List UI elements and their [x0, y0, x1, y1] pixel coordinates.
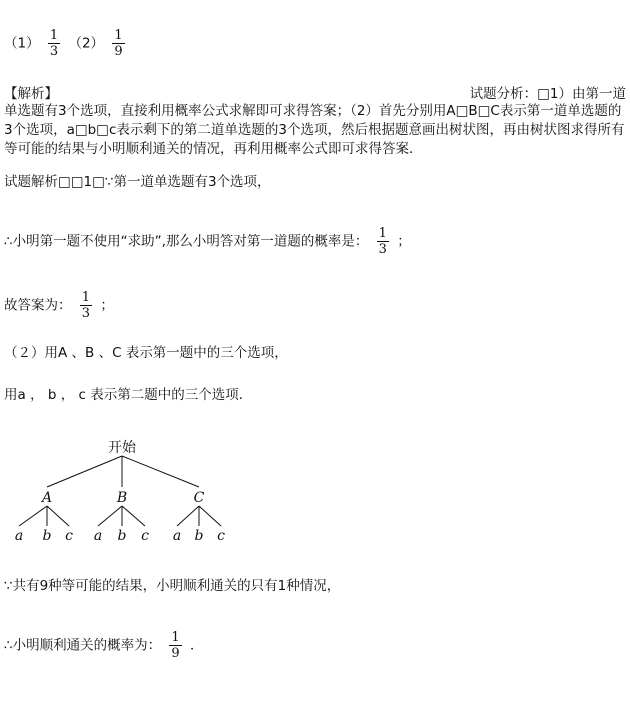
tree-leaf-c: c	[65, 528, 73, 544]
solution-line-3-end: ；	[100, 297, 114, 314]
solution-line-2-text: ∴小明第一题不使用“求助”,那么小明答对第一道题的概率是：	[4, 233, 369, 250]
solution-line-3-text: 故答案为：	[4, 297, 72, 314]
solution-line-2-end: ；	[397, 233, 411, 250]
solution-line-1: 试题解析□□1□∵第一道单选题有3个选项，	[4, 174, 271, 190]
tree-leaf-b: b	[194, 528, 204, 544]
tree-leaf-a: a	[14, 528, 24, 544]
solution-line-3-fraction	[80, 290, 92, 321]
fraction-numerator: 1	[171, 630, 180, 645]
solution-line-7-text: ∴小明顺利通关的概率为：	[4, 637, 162, 654]
fraction-denominator: 3	[81, 306, 91, 321]
analysis-heading: 【解析】	[4, 86, 58, 102]
solution-line-5: 用a ， b ， c 表示第二题中的三个选项．	[4, 387, 253, 403]
solution-line-3	[4, 290, 114, 321]
solution-line-4: （２）用A 、B 、C 表示第一题中的三个选项，	[4, 345, 288, 361]
fraction-denominator: 3	[49, 44, 59, 59]
fraction-denominator: 3	[378, 242, 387, 257]
tree-leaf-a: a	[93, 528, 103, 544]
fraction-denominator: 9	[171, 646, 180, 661]
fraction-numerator: 1	[114, 28, 123, 43]
tree-leaf-c: c	[217, 528, 225, 544]
fraction-numerator: 1	[49, 28, 59, 43]
fraction-denominator: 9	[114, 44, 123, 59]
solution-line-7-fraction	[169, 630, 181, 661]
tree-node-C: C	[193, 490, 205, 506]
answer-line	[4, 28, 129, 59]
fraction-numerator: 1	[378, 226, 387, 241]
tree-diagram	[0, 432, 630, 552]
answer-part2-fraction	[112, 28, 124, 59]
tree-leaf-b: b	[117, 528, 127, 544]
tree-node-B: B	[116, 490, 128, 506]
tree-leaf-b: b	[42, 528, 52, 544]
solution-line-2	[4, 226, 411, 257]
answer-part1-fraction	[48, 28, 60, 59]
solution-line-6: ∵共有9种等可能的结果，小明顺利通关的只有1种情况，	[4, 578, 341, 594]
tree-node-A: A	[41, 490, 53, 506]
analysis-intro: 试题分析：□1）由第一道	[469, 86, 626, 102]
analysis-body: 单选题有3个选项，直接利用概率公式求解即可求得答案；（2）首先分别用A□B□C表示第一道单选题的3个选项，a□b□c表示剩下的第二道单选题的3个选项，然后根据题意画出树状图，再由树状图求得所有等可能的结果与小明顺利通关的情况，再利用概率公式即可求得答案．	[4, 103, 625, 157]
solution-line-7	[4, 630, 203, 661]
tree-root: 开始	[108, 440, 136, 456]
answer-part2-label: （2）	[68, 35, 105, 52]
answer-part1-label: （1）	[4, 35, 40, 52]
tree-leaf-c: c	[141, 528, 149, 544]
tree-leaf-a: a	[172, 528, 182, 544]
fraction-numerator: 1	[81, 290, 91, 305]
solution-line-7-end: ．	[189, 637, 204, 654]
solution-line-2-fraction	[377, 226, 389, 257]
